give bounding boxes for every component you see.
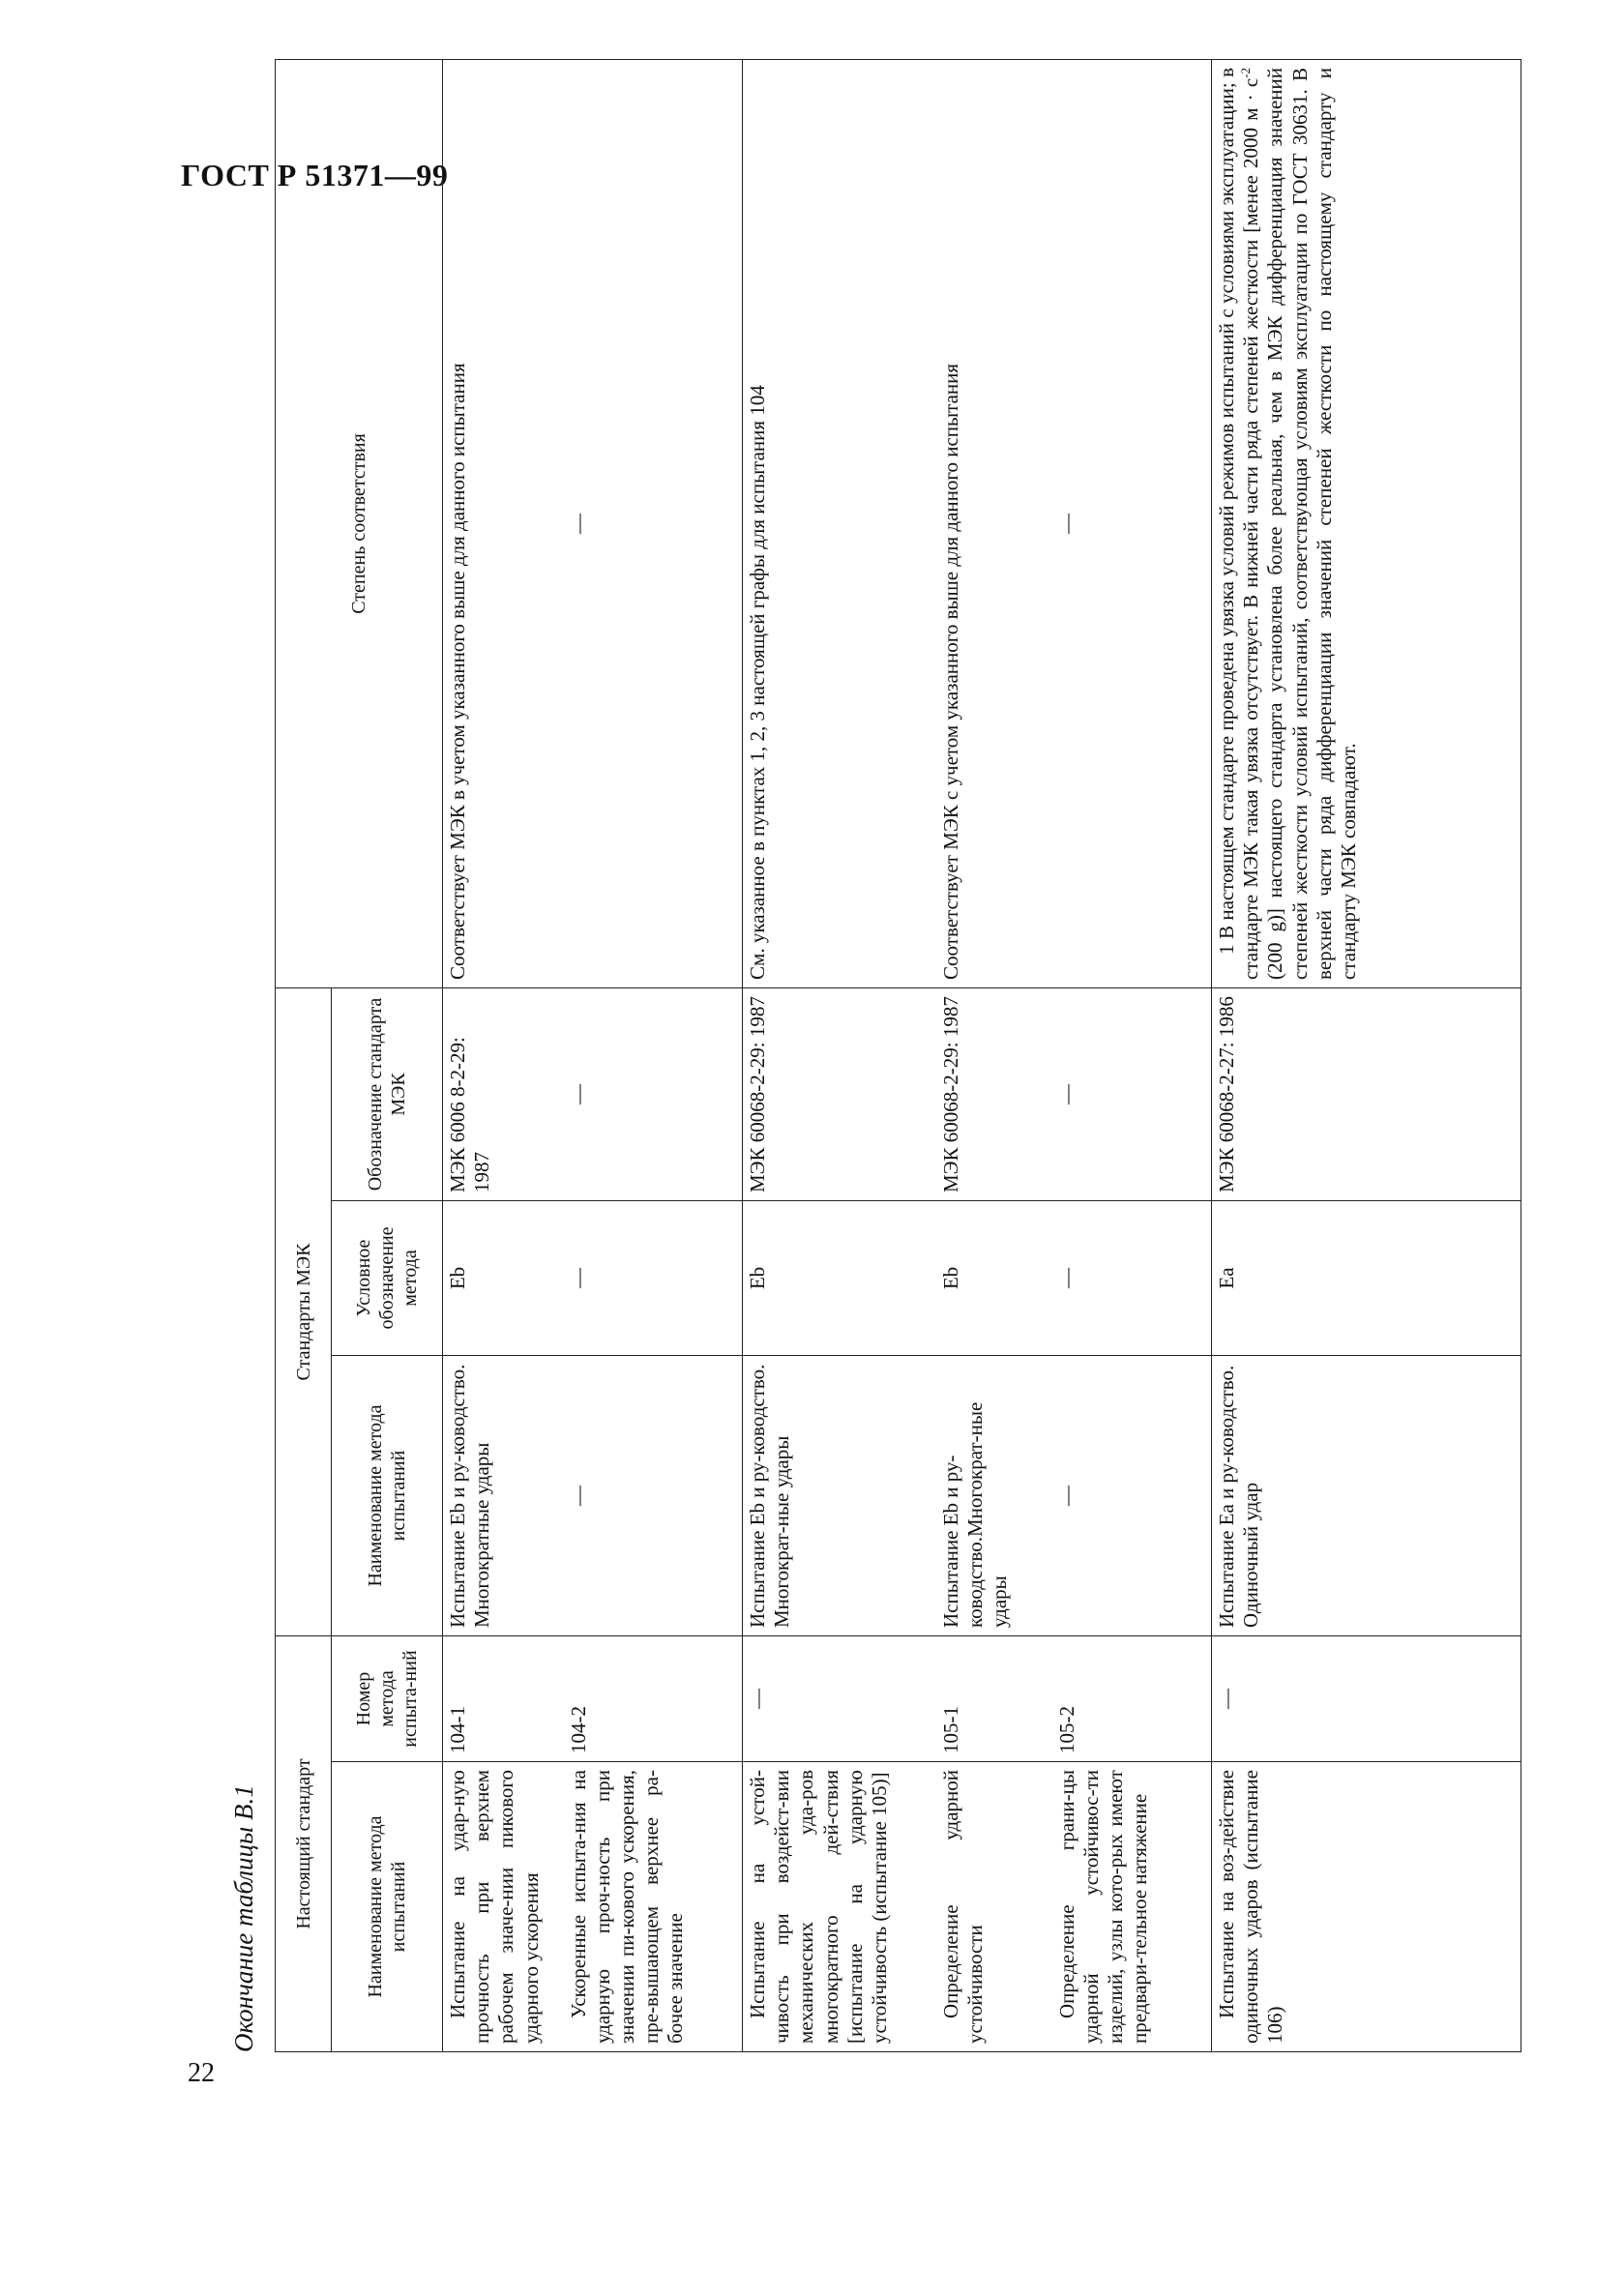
iec-symbol-cell: Eb	[743, 1201, 936, 1356]
method-number-cell: 105-1	[936, 1636, 1052, 1762]
document-header: ГОСТ Р 51371—99	[181, 158, 449, 192]
iec-designation-cell: МЭК 6006 8-2-29: 1987	[443, 987, 564, 1200]
table-row	[1052, 59, 1212, 2051]
degree-note-text: 1 В настоящем стандарте проведена увязка условий режимов испытаний с условиями эксплуатации; в стандарте МЭК такая увязка отсутствует. В нижней части ряда степеней жесткости [менее 2000 м · с	[1215, 67, 1263, 980]
rotated-table-region	[222, 60, 1456, 2052]
column-header-degree: Степень соответствия	[276, 59, 443, 987]
table-row	[743, 59, 936, 2051]
column-header-iec-symbol: Условное обозначение метода	[332, 1201, 443, 1356]
group-header-current: Настоящий стандарт	[276, 1636, 332, 2052]
method-name-cell: Испытание на устой-чивость при воздейст-вии механических уда-ров многократного дей-ствия [испытание на ударную устойчивость (испытание 105)]	[743, 1762, 936, 2052]
iec-designation-cell: МЭК 60068-2-29: 1987	[936, 987, 1052, 1200]
method-name-cell: Определение грани-цы ударной устойчивос-ти изделий, узлы кото-рых имеют предвари-тельное натяжение	[1052, 1762, 1212, 2052]
method-name-cell: Испытание на удар-ную прочность при верхнем рабочем значе-нии пикового ударного ускорения	[443, 1762, 564, 2052]
method-number-cell: 105-2	[1052, 1636, 1212, 1762]
iec-symbol-cell: —	[564, 1201, 743, 1356]
group-header-iec: Стандарты МЭК	[276, 987, 332, 1635]
iec-designation-cell: МЭК 60068-2-29: 1987	[743, 987, 936, 1200]
degree-note-exponent: -2	[1238, 67, 1254, 78]
page-number: 22	[188, 2058, 215, 2088]
iec-designation-cell: —	[1052, 987, 1212, 1200]
degree-cell: —	[564, 59, 743, 987]
degree-cell: См. указанное в пунктах 1, 2, 3 настоящей графы для испытания 104	[743, 59, 936, 987]
degree-cell: Соответствует МЭК в учетом указанного выше для данного испытания	[443, 59, 564, 987]
iec-symbol-cell: Eb	[443, 1201, 564, 1356]
iec-method-name-cell: Испытание Eb и ру-ководство. Многократ-ные удары	[743, 1356, 936, 1636]
method-number-cell: 104-1	[443, 1636, 564, 1762]
method-number-cell: —	[1212, 1636, 1521, 1762]
iec-symbol-cell: Ea	[1212, 1201, 1521, 1356]
method-number-cell: 104-2	[564, 1636, 743, 1762]
iec-symbol-cell: —	[1052, 1201, 1212, 1356]
table-row	[443, 59, 564, 2051]
degree-cell: Соответствует МЭК с учетом указанного выше для данного испытания	[936, 59, 1052, 987]
method-name-cell: Определение ударной устойчивости	[936, 1762, 1052, 2052]
table-row	[936, 59, 1052, 2051]
column-header-iec-designation: Обозначение стандарта МЭК	[332, 987, 443, 1200]
iec-method-name-cell: —	[564, 1356, 743, 1636]
column-header-method-number: Номер метода испыта-ний	[332, 1636, 443, 1762]
method-name-cell: Ускоренные испыта-ния на ударную проч-ность при значении пи-кового ускорения, пре-вышающем верхнее ра-бочее значение	[564, 1762, 743, 2052]
iec-designation-cell: —	[564, 987, 743, 1200]
table-caption: Окончание таблицы В.1	[229, 1784, 258, 2052]
column-header-method-name: Наименование метода испытаний	[332, 1762, 443, 2052]
iec-method-name-cell: Испытание Ea и ру-ководство. Одиночный удар	[1212, 1356, 1521, 1636]
degree-cell	[1212, 59, 1521, 987]
degree-note-text-continued: (200 g)] настоящего стандарта установлена более реальная, чем в МЭК дифференциация значений степеней жесткости условий испытаний, соответствующая условиям эксплуатации по ГОСТ 30631. В верхней части ряда дифференциации значений степеней жесткости по настоящему стандарту и стандарту МЭК совпадают.	[1263, 67, 1360, 980]
method-name-cell: Испытание на воз-действие одиночных ударов (испытание 106)	[1212, 1762, 1521, 2052]
comparison-table	[275, 59, 1521, 2052]
iec-method-name-cell: —	[1052, 1356, 1212, 1636]
iec-symbol-cell: Eb	[936, 1201, 1052, 1356]
column-header-iec-method-name: Наименование метода испытаний	[332, 1356, 443, 1636]
iec-method-name-cell: Испытание Eb и ру-ководство. Многократные удары	[443, 1356, 564, 1636]
degree-cell: —	[1052, 59, 1212, 987]
iec-method-name-cell: Испытание Eb и ру-ководство.Многократ-ные удары	[936, 1356, 1052, 1636]
table-row	[1212, 59, 1521, 2051]
iec-designation-cell: МЭК 60068-2-27: 1986	[1212, 987, 1521, 1200]
method-number-cell: —	[743, 1636, 936, 1762]
table-row	[564, 59, 743, 2051]
